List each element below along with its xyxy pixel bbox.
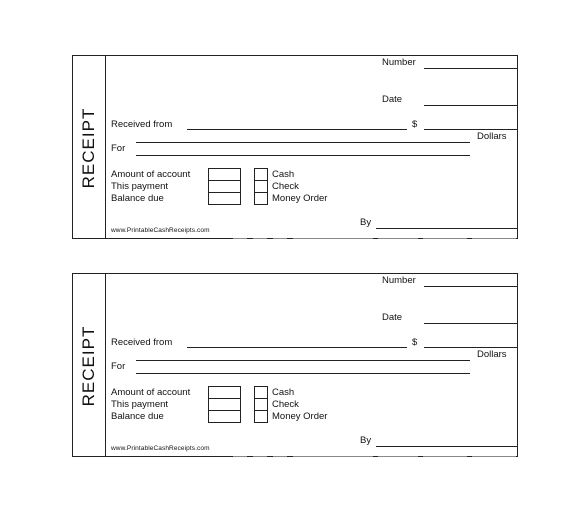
footer-rule (293, 238, 373, 239)
number-field[interactable] (424, 286, 518, 287)
amount-of-account-label: Amount of account (111, 169, 191, 180)
for-label: For (111, 143, 126, 154)
footer-rule (233, 238, 247, 239)
money-order-label: Money Order (272, 193, 328, 204)
money-order-checkbox[interactable] (254, 410, 268, 423)
this-payment-label: This payment (111, 181, 169, 192)
cash-label: Cash (272, 387, 295, 398)
receipt-card (72, 273, 518, 457)
received-from-field[interactable] (187, 129, 407, 130)
footer-rule (378, 456, 418, 457)
receipt-side-panel (73, 56, 106, 238)
website-footer: www.PrintableCashReceipts.com (111, 445, 210, 452)
for-field-line-2[interactable] (136, 155, 470, 156)
for-field-line-2[interactable] (136, 373, 470, 374)
dollars-label: Dollars (477, 131, 507, 142)
date-field[interactable] (424, 323, 518, 324)
footer-rule (472, 456, 516, 457)
footer-rule (423, 456, 467, 457)
dollar-sign: $ (412, 337, 418, 348)
amount-field[interactable] (424, 347, 518, 348)
website-footer: www.PrintableCashReceipts.com (111, 227, 210, 234)
by-signature-field[interactable] (376, 228, 518, 229)
balance-due-label: Balance due (111, 193, 164, 204)
receipt-card (72, 55, 518, 239)
amount-of-account-label: Amount of account (111, 387, 191, 398)
footer-rule (273, 238, 287, 239)
balance-due-field[interactable] (208, 192, 241, 205)
for-field-line-1[interactable] (136, 360, 470, 361)
date-label: Date (382, 312, 403, 323)
by-signature-field[interactable] (376, 446, 518, 447)
footer-rule (378, 238, 418, 239)
footer-rule (293, 456, 373, 457)
number-label: Number (382, 275, 416, 286)
date-field[interactable] (424, 105, 518, 106)
footer-rule (233, 456, 247, 457)
number-label: Number (382, 57, 416, 68)
receipt-title: RECEIPT (79, 325, 98, 407)
check-label: Check (272, 399, 299, 410)
this-payment-label: This payment (111, 399, 169, 410)
received-from-field[interactable] (187, 347, 407, 348)
for-field-line-1[interactable] (136, 142, 470, 143)
footer-rule (253, 238, 267, 239)
footer-rule (423, 238, 467, 239)
check-label: Check (272, 181, 299, 192)
footer-rule (472, 238, 516, 239)
date-label: Date (382, 94, 403, 105)
receipt-side-panel (73, 274, 106, 456)
by-label: By (360, 435, 372, 446)
by-label: By (360, 217, 372, 228)
footer-rule (253, 456, 267, 457)
receipt-title: RECEIPT (79, 107, 98, 189)
balance-due-label: Balance due (111, 411, 164, 422)
money-order-checkbox[interactable] (254, 192, 268, 205)
cash-label: Cash (272, 169, 295, 180)
received-from-label: Received from (111, 119, 173, 130)
received-from-label: Received from (111, 337, 173, 348)
for-label: For (111, 361, 126, 372)
balance-due-field[interactable] (208, 410, 241, 423)
dollars-label: Dollars (477, 349, 507, 360)
dollar-sign: $ (412, 119, 418, 130)
number-field[interactable] (424, 68, 518, 69)
money-order-label: Money Order (272, 411, 328, 422)
amount-field[interactable] (424, 129, 518, 130)
footer-rule (273, 456, 287, 457)
